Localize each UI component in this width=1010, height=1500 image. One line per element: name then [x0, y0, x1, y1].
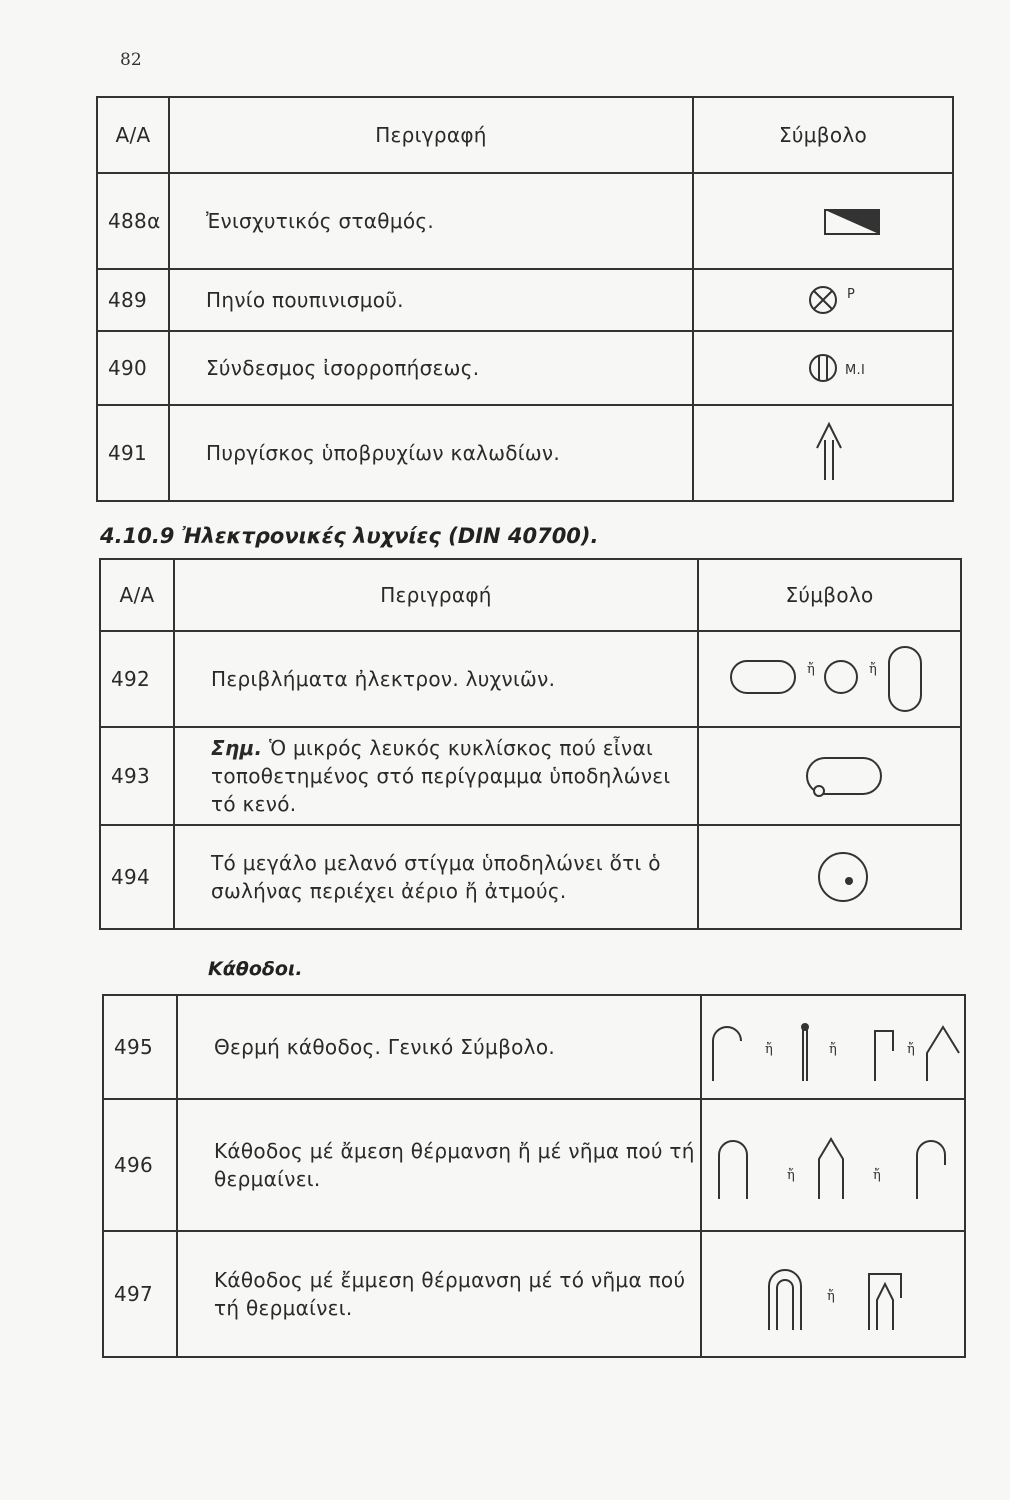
header-description: Περιγραφή [169, 97, 693, 173]
row-description: Θερμή κάθοδος. Γενικό Σύμβολο. [177, 995, 701, 1099]
row-description [174, 727, 698, 825]
indirect-heated-cathode-symbols [703, 1254, 963, 1334]
balancing-joint-symbol [713, 346, 933, 390]
row-description: Πηνίο πουπινισμοῦ. [169, 269, 693, 331]
table-row [100, 631, 961, 727]
note-text: Ὁ μικρός λευκός κυκλίσκος πού εἶναι τοποθετημένος στό περίγραμμα ὑποδηλώνει τό κενό. [211, 736, 671, 816]
table-row [103, 1099, 965, 1231]
row-number: 490 [97, 331, 169, 405]
symbol-cell [693, 173, 953, 269]
or-word: ἤ [806, 662, 815, 677]
table-row [100, 825, 961, 929]
header-num: Α/Α [97, 97, 169, 173]
amplifier-station-symbol [713, 196, 933, 246]
row-number: 494 [100, 825, 174, 929]
row-number: 495 [103, 995, 177, 1099]
pupin-coil-symbol [713, 278, 933, 322]
row-description: Κάθοδος μέ ἄμεση θέρμανση ἤ μέ νῆμα πού τή θερμαίνει. [177, 1099, 701, 1231]
symbol-cell [701, 1231, 965, 1357]
table-header-row [97, 97, 953, 173]
symbol-cell [698, 727, 961, 825]
row-number: 496 [103, 1099, 177, 1231]
row-number: 497 [103, 1231, 177, 1357]
vacuum-envelope-symbol [705, 746, 955, 806]
table-row [100, 727, 961, 825]
row-number: 491 [97, 405, 169, 501]
row-number: 492 [100, 631, 174, 727]
symbol-table-3 [102, 994, 966, 1358]
row-description: Κάθοδος μέ ἔμμεση θέρμανση μέ τό νῆμα πού τή θερμαίνει. [177, 1231, 701, 1357]
header-description: Περιγραφή [174, 559, 698, 631]
submarine-cable-turret-symbol [713, 418, 933, 488]
or-word: ἤ [829, 1042, 838, 1057]
row-description: Τό μεγάλο μελανό στίγμα ὑποδηλώνει ὅτι ὁ σωλήνας περιέχει ἀέριο ἤ ἀτμούς. [174, 825, 698, 929]
symbol-table-1 [96, 96, 954, 502]
symbol-cell [693, 331, 953, 405]
or-word: ἤ [765, 1042, 774, 1057]
table-row [97, 331, 953, 405]
symbol-cell [693, 269, 953, 331]
table-row [103, 1231, 965, 1357]
symbol-cell [701, 1099, 965, 1231]
header-symbol: Σύμβολο [698, 559, 961, 631]
table-row [97, 173, 953, 269]
table-row [103, 995, 965, 1099]
row-description: Ἐνισχυτικός σταθμός. [169, 173, 693, 269]
table-row [97, 269, 953, 331]
symbol-cell [698, 631, 961, 727]
table-row [97, 405, 953, 501]
row-description: Πυργίσκος ὑποβρυχίων καλωδίων. [169, 405, 693, 501]
tube-envelope-symbols [705, 639, 955, 719]
header-symbol: Σύμβολο [693, 97, 953, 173]
symbol-cell [693, 405, 953, 501]
table-header-row [100, 559, 961, 631]
or-word: ἤ [907, 1042, 916, 1057]
row-number: 493 [100, 727, 174, 825]
note-label: Σημ. [211, 736, 263, 760]
section-heading: 4.10.9 Ἠλεκτρονικές λυχνίες (DIN 40700). [100, 524, 599, 548]
direct-heated-cathode-symbols [703, 1125, 963, 1205]
page-number: 82 [120, 50, 142, 70]
gas-filled-tube-symbol [705, 837, 955, 917]
symbol-table-2 [99, 558, 962, 930]
row-description: Σύνδεσμος ἰσορροπήσεως. [169, 331, 693, 405]
row-number: 489 [97, 269, 169, 331]
row-number: 488α [97, 173, 169, 269]
row-description: Περιβλήματα ἠλεκτρον. λυχνιῶν. [174, 631, 698, 727]
or-word: ἤ [787, 1168, 796, 1183]
balancing-joint-label: M.I [845, 363, 866, 378]
header-num: Α/Α [100, 559, 174, 631]
or-word: ἤ [827, 1289, 836, 1304]
pupin-coil-label: P [847, 287, 856, 302]
or-word: ἤ [868, 662, 877, 677]
symbol-cell [701, 995, 965, 1099]
cathodes-subheading: Κάθοδοι. [208, 958, 303, 980]
hot-cathode-symbols [703, 1007, 963, 1087]
symbol-cell [698, 825, 961, 929]
or-word: ἤ [873, 1168, 882, 1183]
